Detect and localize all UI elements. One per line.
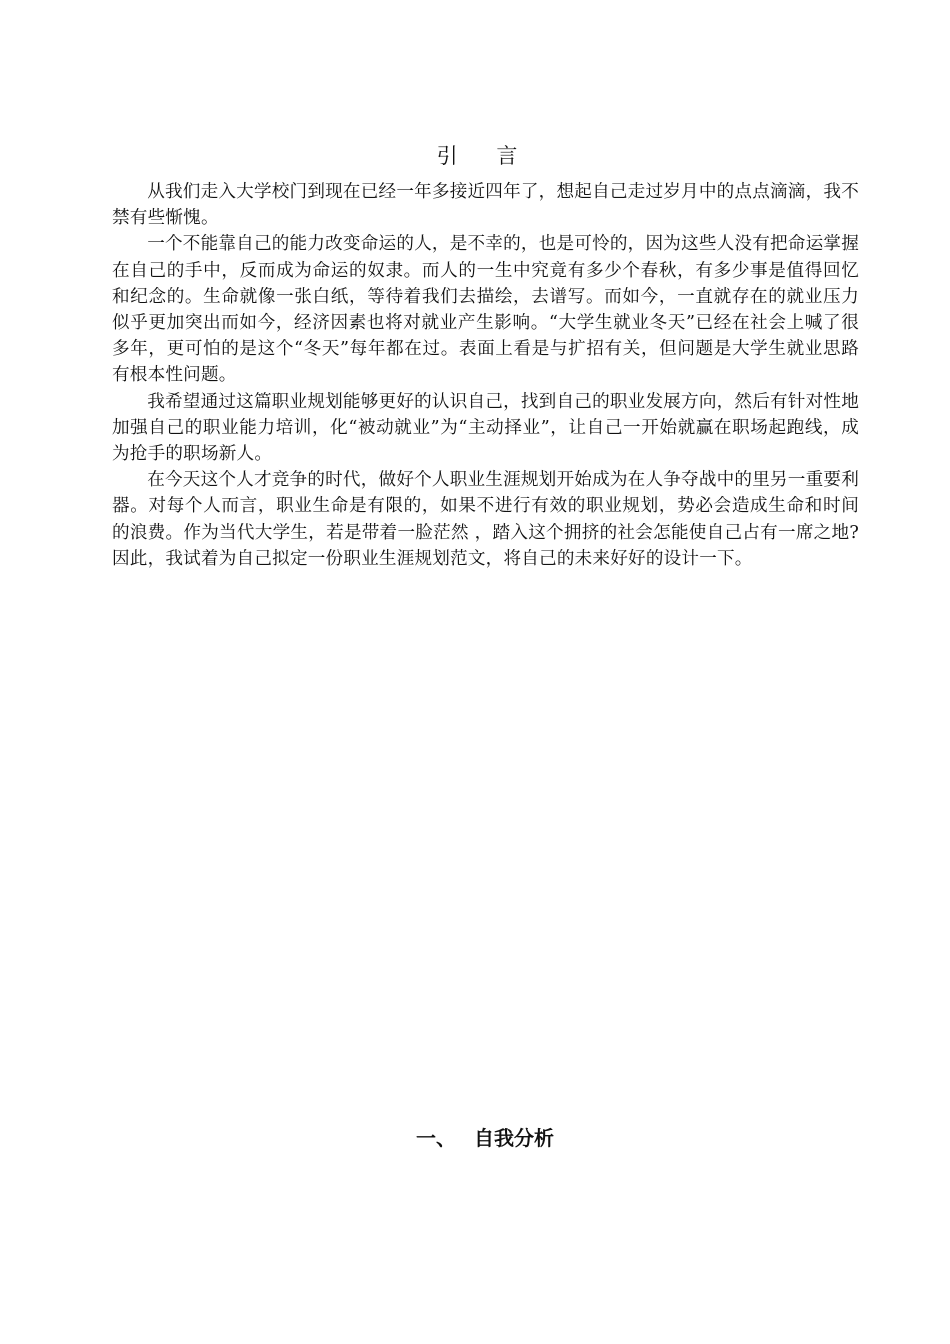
introduction-body bbox=[112, 179, 859, 572]
section-title: 自我分析 bbox=[474, 1126, 554, 1150]
paragraph-3: 我希望通过这篇职业规划能够更好的认识自己，找到自己的职业发展方向，然后有针对性地加强自己的职业能力培训，化“被动就业”为“主动择业”，让自己一开始就赢在职场起跑线，成为抢手的职场新人。 bbox=[112, 391, 859, 465]
paragraph-2: 一个不能靠自己的能力改变命运的人，是不幸的，也是可怜的，因为这些人没有把命运掌握在自己的手中，反而成为命运的奴隶。而人的一生中究竟有多少个春秋，有多少事是值得回忆和纪念的。生命就像一张白纸，等待着我们去描绘，去谱写。而如今，一直就存在的就业压力似乎更加突出而如今，经济因素也将对就业产生影响。“大学生就业冬天”已经在社会上喊了很多年，更可怕的是这个“冬天”每年都在过。表面上看是与扩招有关，但问题是大学生就业思路有根本性问题。 bbox=[112, 234, 859, 386]
section-heading bbox=[0, 1124, 950, 1152]
paragraph-4: 在今天这个人才竞争的时代，做好个人职业生涯规划开始成为在人争夺战中的里另一重要利器。对每个人而言，职业生命是有限的，如果不进行有效的职业规划，势必会造成生命和时间的浪费。作为当代大学生，若是带着一脸茫然 ，踏入这个拥挤的社会怎能使自己占有一席之地?因此，我试着为自己拟定一份职业生涯规划范文，将自己的未来好好的设计一下。 bbox=[112, 470, 859, 569]
page-title: 引 言 bbox=[436, 144, 534, 168]
section-number: 一、 bbox=[416, 1126, 456, 1150]
paragraph-1: 从我们走入大学校门到现在已经一年多接近四年了，想起自己走过岁月中的点点滴滴，我不禁有些惭愧。 bbox=[112, 182, 859, 229]
